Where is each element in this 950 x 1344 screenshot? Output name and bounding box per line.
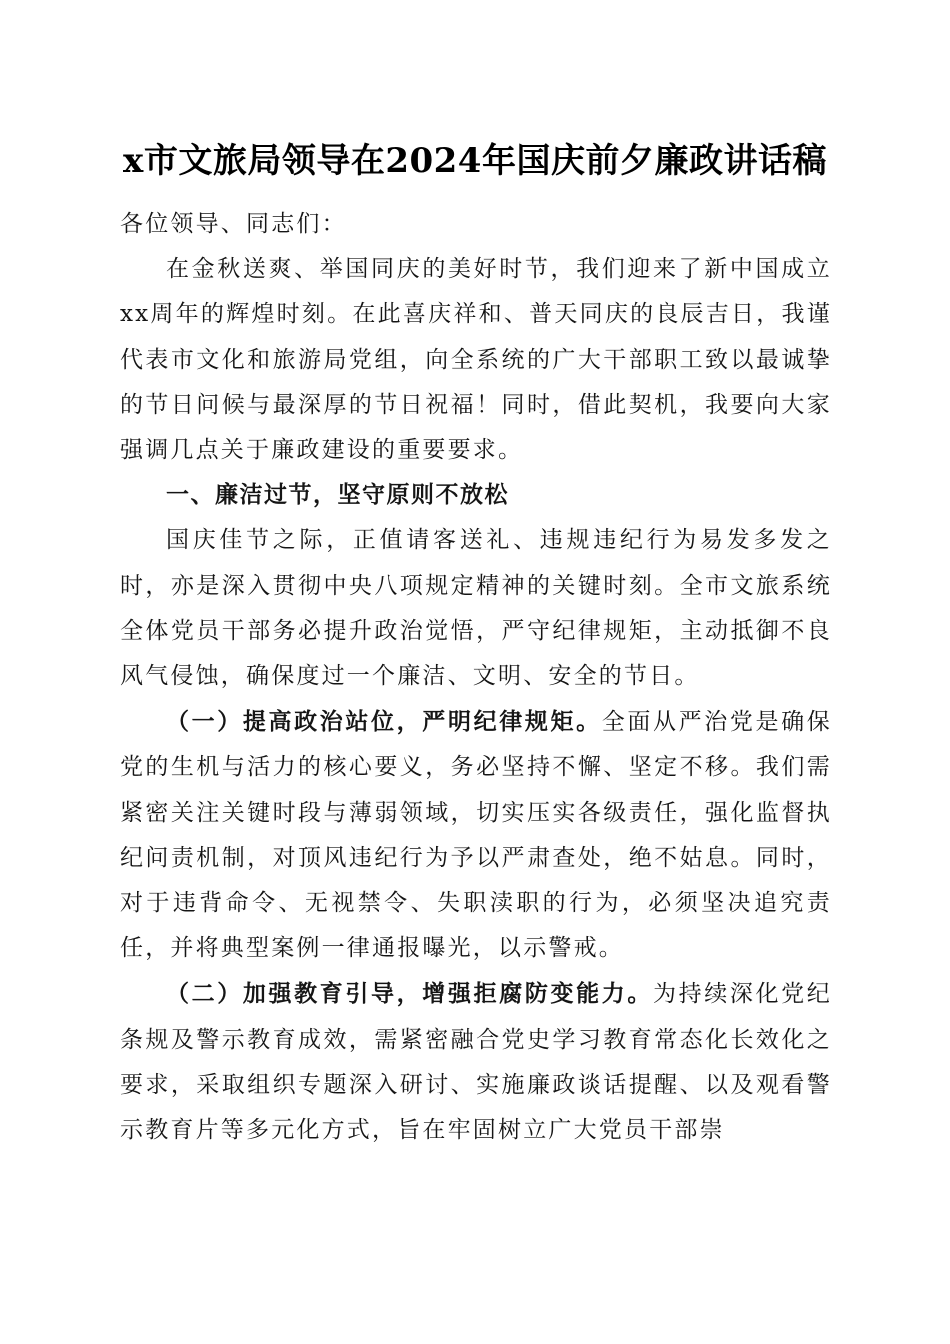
section-1-paragraph: 国庆佳节之际，正值请客送礼、违规违纪行为易发多发之时，亦是深入贯彻中央八项规定精神的关键时刻。全市文旅系统全体党员干部务必提升政治觉悟，严守纪律规矩，主动抵御不良风气侵蚀，确保度过一个廉洁、文明、安全的节日。 <box>120 527 832 690</box>
item-2-paragraph <box>120 971 832 1153</box>
item-2-heading: （二）加强教育引导，增强拒腐防变能力。 <box>166 980 653 1008</box>
section-1-heading: 一、廉洁过节，坚守原则不放松 <box>166 482 509 509</box>
item-1-paragraph <box>120 699 832 971</box>
item-1-heading: （一）提高政治站位，严明纪律规矩。 <box>166 708 602 736</box>
intro-paragraph: 在金秋送爽、举国同庆的美好时节，我们迎来了新中国成立xx周年的辉煌时刻。在此喜庆祥和、普天同庆的良辰吉日，我谨代表市文化和旅游局党组，向全系统的广大干部职工致以最诚挚的节日问候与最深厚的节日祝福！同时，借此契机，我要向大家强调几点关于廉政建设的重要要求。 <box>120 256 832 464</box>
item-1-text: 全面从严治党是确保党的生机与活力的核心要义，务必坚持不懈、坚定不移。我们需紧密关注关键时段与薄弱领域，切实压实各级责任，强化监督执纪问责机制，对顶风违纪行为予以严肃查处，绝不姑息。同时，对于违背命令、无视禁令、失职渎职的行为，必须坚决追究责任，并将典型案例一律通报曝光，以示警戒。 <box>120 709 832 962</box>
salutation: 各位领导、同志们： <box>120 211 347 237</box>
document-body <box>120 202 832 1153</box>
item-2-text: 为持续深化党纪条规及警示教育成效，需紧密融合党史学习教育常态化长效化之要求，采取组织专题深入研讨、实施廉政谈话提醒、以及观看警示教育片等多元化方式，旨在牢固树立广大党员干部崇 <box>120 981 832 1144</box>
document-title: x市文旅局领导在2024年国庆前夕廉政讲话稿 <box>123 141 827 181</box>
